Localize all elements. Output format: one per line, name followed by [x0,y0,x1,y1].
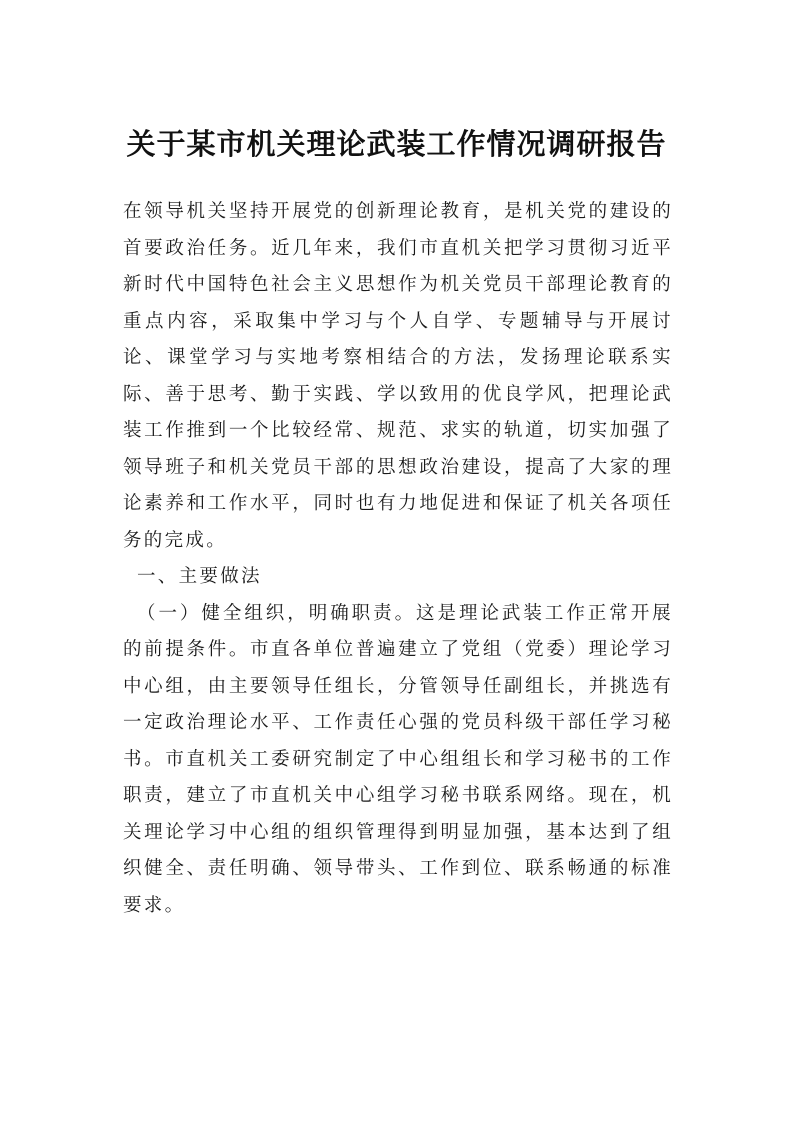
intro-paragraph: 在领导机关坚持开展党的创新理论教育，是机关党的建设的首要政治任务。近几年来，我们市直机关把学习贯彻习近平新时代中国特色社会主义思想作为机关党员干部理论教育的重点内容，采取集中学习与个人自学、专题辅导与开展讨论、课堂学习与实地考察相结合的方法，发扬理论联系实际、善于思考、勤于实践、学以致用的优良学风，把理论武装工作推到一个比较经常、规范、求实的轨道，切实加强了领导班子和机关党员干部的思想政治建设，提高了大家的理论素养和工作水平，同时也有力地促进和保证了机关各项任务的完成。 [123,201,673,551]
document-title: 关于某市机关理论武装工作情况调研报告 [126,127,667,161]
section-heading-main-practices: 一、主要做法 [137,566,262,587]
paragraph-organization: （一）健全组织，明确职责。这是理论武装工作正常开展的前提条件。市直各单位普遍建立了党组（党委）理论学习中心组，由主要领导任组长，分管领导任副组长，并挑选有一定政治理论水平、工作责任心强的党员科级干部任学习秘书。市直机关工委研究制定了中心组组长和学习秘书的工作职责，建立了市直机关中心组学习秘书联系网络。现在，机关理论学习中心组的组织管理得到明显加强，基本达到了组织健全、责任明确、领导带头、工作到位、联系畅通的标准要求。 [123,602,673,916]
document-body [123,194,673,924]
